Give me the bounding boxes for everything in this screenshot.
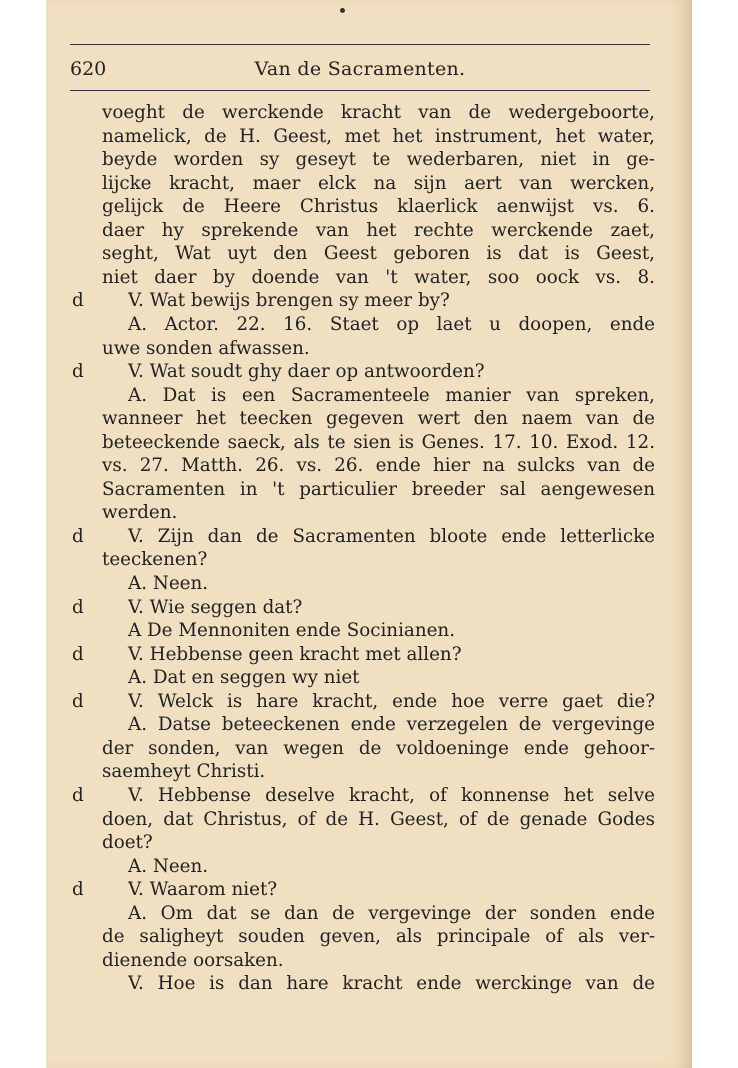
- text-line: de saligheyt souden geven, als principale of als ver-: [102, 926, 655, 948]
- text-line: gelijck de Heere Christus klaerlick aenwijst vs. 6.: [102, 196, 655, 218]
- running-title: Van de Sacramenten.: [254, 58, 466, 80]
- text-line: V. Wat soudt ghy daer op antwoorden?: [128, 361, 485, 383]
- print-dot: [340, 8, 345, 13]
- text-line: beyde worden sy geseyt te wederbaren, niet in ge-: [102, 149, 655, 171]
- text-line: seght, Wat uyt den Geest geboren is dat is Geest,: [102, 243, 655, 265]
- margin-mark: d: [72, 643, 84, 665]
- text-line: V. Zijn dan de Sacramenten bloote ende letterlicke: [128, 525, 655, 547]
- text-line: A. Neen.: [128, 855, 209, 877]
- text-line: V. Wat bewijs brengen sy meer by?: [128, 290, 450, 312]
- margin-mark: d: [72, 596, 84, 618]
- text-line: A. Om dat se dan de vergevinge der sonden ende: [128, 902, 655, 924]
- header-rule-top: [70, 44, 650, 45]
- margin-mark: d: [72, 879, 84, 901]
- text-line: V. Welck is hare kracht, ende hoe verre gaet die?: [128, 690, 655, 712]
- margin-mark: d: [72, 361, 84, 383]
- text-line: V. Waarom niet?: [128, 879, 278, 901]
- text-line: A. Actor. 22. 16. Staet op laet u doopen, ende: [128, 313, 655, 335]
- text-line: A. Neen.: [128, 573, 209, 594]
- text-line: V. Hebbense geen kracht met allen?: [128, 643, 462, 665]
- text-line: teeckenen?: [102, 549, 208, 571]
- running-header: [70, 56, 650, 82]
- text-line: Sacramenten in 't particulier breeder sal aengewesen: [102, 478, 655, 500]
- text-line: saemheyt Christi.: [102, 761, 266, 783]
- text-line: V. Hoe is dan hare kracht ende werckinge van de: [128, 973, 655, 995]
- text-line: dienende oorsaken.: [102, 949, 284, 971]
- text-line: niet daer by doende van 't water, soo oock vs. 8.: [102, 266, 655, 288]
- margin-mark: d: [72, 690, 84, 712]
- text-line: namelick, de H. Geest, met het instrument, het water,: [102, 125, 655, 147]
- text-line: der sonden, van wegen de voldoeninge ende gehoor-: [102, 737, 655, 759]
- text-line: A. Datse beteeckenen ende verzegelen de vergevinge: [128, 714, 655, 736]
- text-line: doen, dat Christus, of de H. Geest, of de genade Godes: [102, 808, 655, 830]
- margin-mark: d: [72, 290, 84, 312]
- margin-mark: d: [72, 784, 84, 806]
- text-line: vs. 27. Matth. 26. vs. 26. ende hier na sulcks van de: [102, 455, 655, 477]
- text-line: A De Mennoniten ende Socinianen.: [128, 620, 456, 642]
- text-line: lijcke kracht, maer elck na sijn aert van wercken,: [102, 172, 655, 194]
- text-line: A. Dat is een Sacramenteele manier van spreken,: [128, 384, 655, 406]
- text-line: uwe sonden afwassen.: [102, 337, 310, 359]
- text-line: voeght de werckende kracht van de wedergeboorte,: [102, 102, 655, 123]
- text-line: doet?: [102, 832, 153, 854]
- text-line: werden.: [102, 502, 178, 524]
- text-line: V. Wie seggen dat?: [128, 596, 303, 618]
- page-number: 620: [70, 58, 107, 80]
- text-line: wanneer het teecken gegeven wert den naem van de: [102, 408, 655, 430]
- header-rule-bottom: [70, 90, 650, 91]
- text-line: daer hy sprekende van het rechte werckende zaet,: [102, 219, 655, 241]
- margin-mark: d: [72, 525, 84, 547]
- text-line: beteeckende saeck, als te sien is Genes. 17. 10. Exod. 12.: [102, 431, 655, 453]
- text-line: A. Dat en seggen wy niet: [128, 667, 360, 689]
- text-line: V. Hebbense deselve kracht, of konnense het selve: [128, 784, 655, 806]
